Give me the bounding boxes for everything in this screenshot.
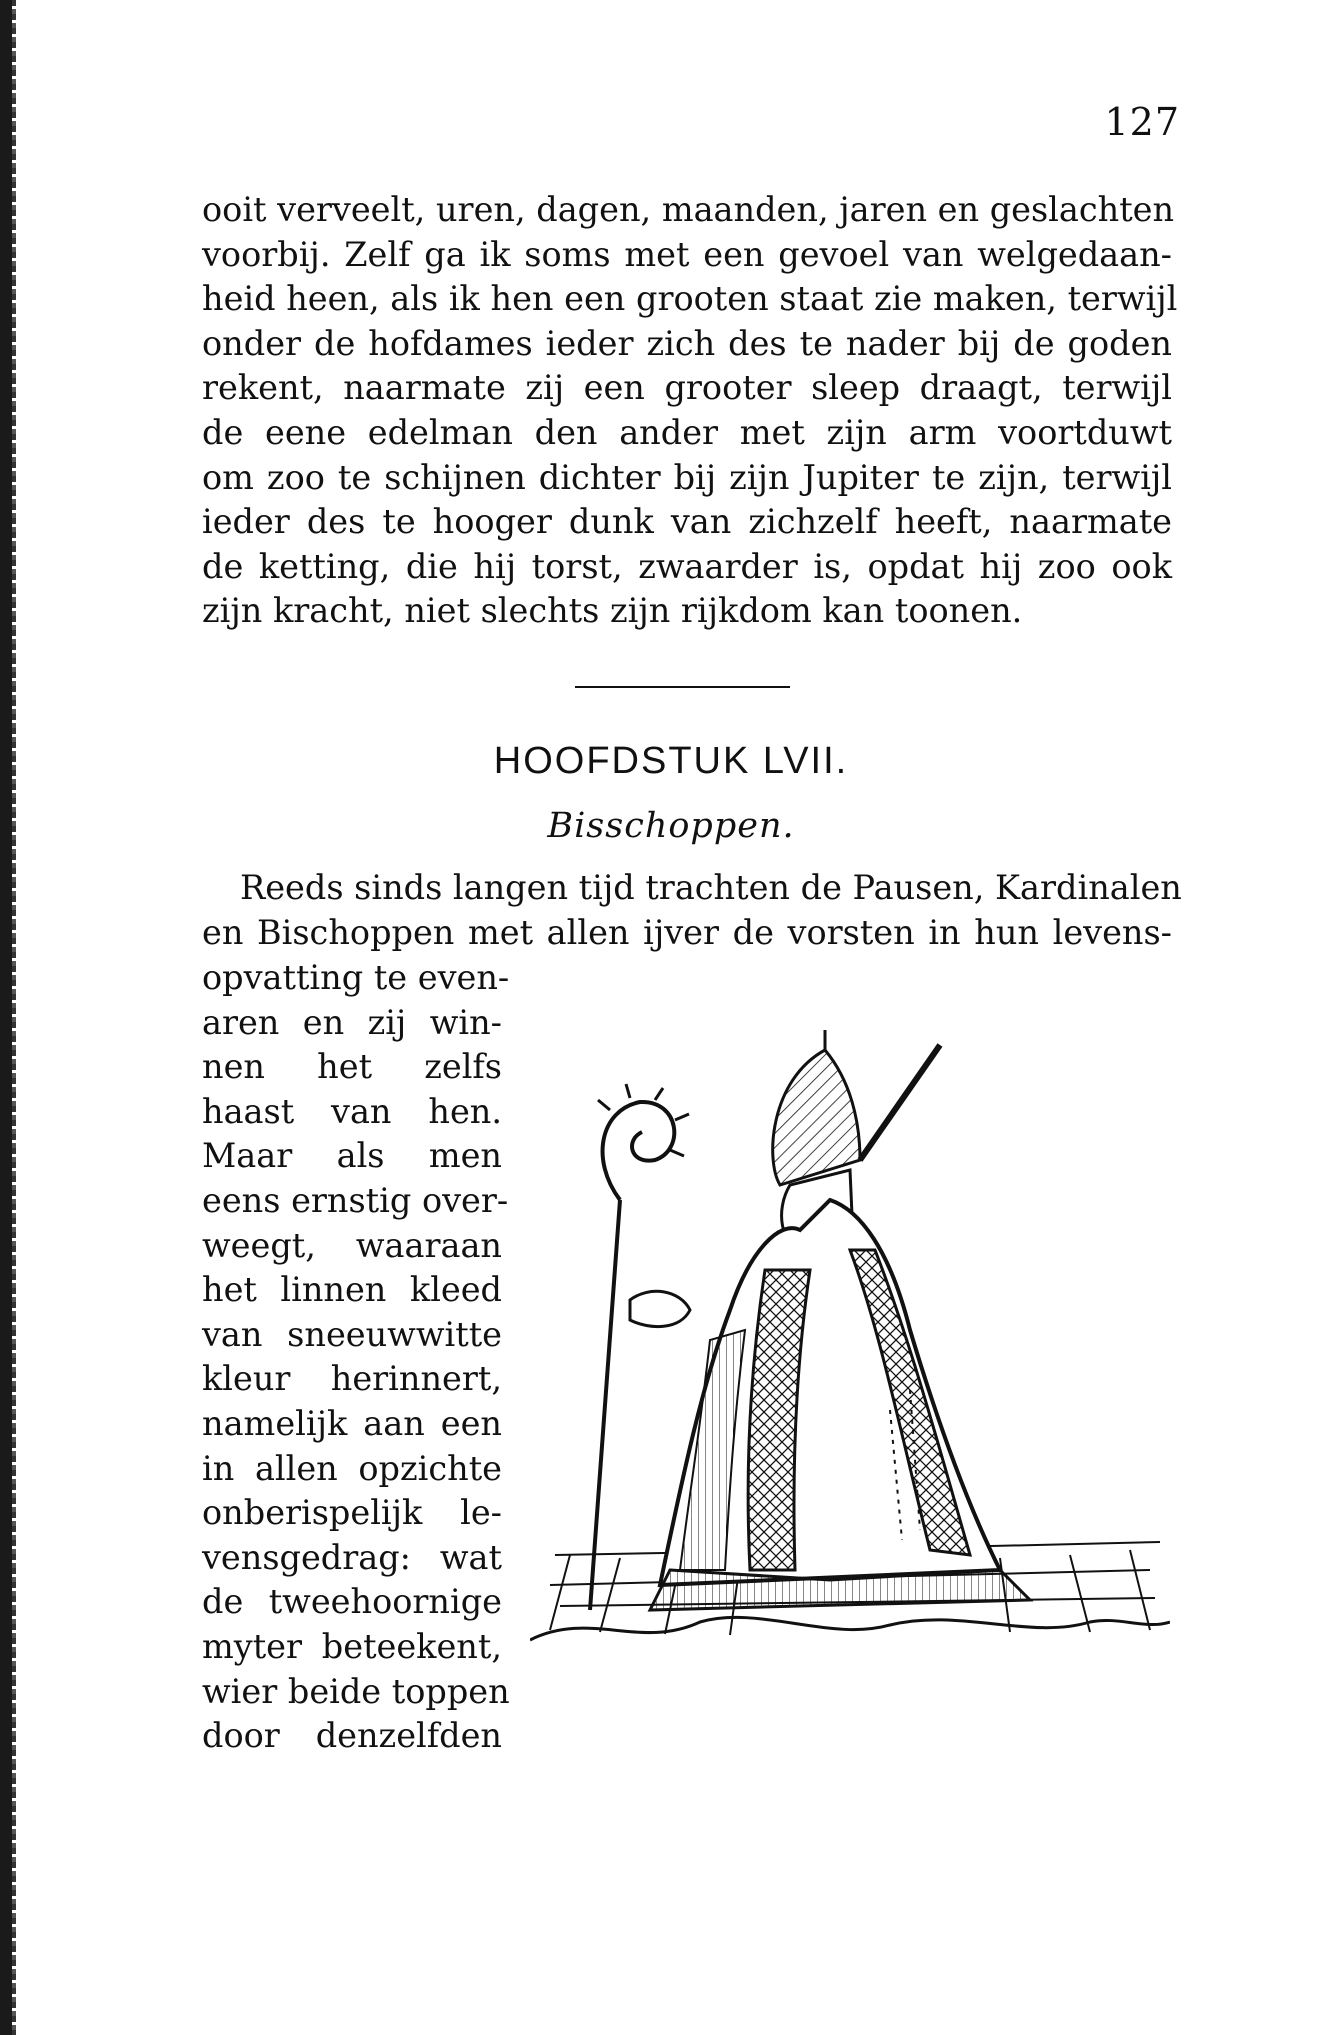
text-line: de eene edelman den ander met zijn arm voortduwt xyxy=(202,412,1172,452)
text-line: en Bischoppen met allen ijver de vorsten in hun levens- xyxy=(202,912,1172,952)
text-line: onder de hofdames ieder zich des te nader bij de goden xyxy=(202,323,1172,363)
text-line: nen het zelfs xyxy=(202,1047,502,1087)
text-line: voorbij. Zelf ga ik soms met een gevoel van welgedaan- xyxy=(202,234,1172,274)
paragraph-2 xyxy=(202,866,1182,955)
text-line: zijn kracht, niet slechts zijn rijkdom kan toonen. xyxy=(202,591,1023,631)
text-line: aren en zij win- xyxy=(202,1002,502,1042)
paragraph-2-wrapped-column xyxy=(202,956,510,1759)
text-line: namelijk aan een xyxy=(202,1403,502,1443)
text-line: vensgedrag: wat xyxy=(202,1537,502,1577)
text-line: in allen opzichte xyxy=(202,1448,502,1488)
text-line: ieder des te hooger dunk van zichzelf heeft, naarmate xyxy=(202,502,1172,542)
text-line: kleur herinnert, xyxy=(202,1359,502,1399)
chapter-title: HOOFDSTUK LVII. xyxy=(493,740,849,782)
text-line: het linnen kleed xyxy=(202,1270,502,1310)
text-line: weegt, waaraan xyxy=(202,1225,502,1265)
text-line: opvatting te even- xyxy=(202,958,510,997)
book-spine-shadow xyxy=(0,0,12,2035)
text-line: door denzelfden xyxy=(202,1716,502,1756)
text-line: heid heen, als ik hen een grooten staat zie maken, terwijl xyxy=(202,279,1178,319)
paragraph-1 xyxy=(202,188,1178,634)
text-line: myter beteekent, xyxy=(202,1626,502,1666)
text-line: wier beide toppen xyxy=(202,1671,510,1711)
bishop-woodcut-icon xyxy=(530,1010,1170,1650)
book-spine-edge xyxy=(12,0,16,2035)
bishop-illustration xyxy=(530,1010,1170,1650)
text-line: ooit verveelt, uren, dagen, maanden, jaren en geslachten xyxy=(202,190,1175,229)
chapter-subtitle: Bisschoppen. xyxy=(547,806,795,846)
text-line: rekent, naarmate zij een grooter sleep draagt, terwijl xyxy=(202,368,1172,408)
text-line: onberispelijk le- xyxy=(202,1493,502,1533)
section-divider xyxy=(575,686,790,688)
text-line: de tweehoornige xyxy=(202,1582,502,1622)
page-number: 127 xyxy=(1104,100,1180,144)
text-line: eens ernstig over- xyxy=(202,1180,509,1220)
text-line: haast van hen. xyxy=(202,1091,502,1131)
text-line: de ketting, die hij torst, zwaarder is, opdat hij zoo ook xyxy=(202,546,1172,586)
text-line: Reeds sinds langen tijd trachten de Pausen, Kardinalen xyxy=(240,868,1182,907)
text-line: van sneeuwwitte xyxy=(202,1314,502,1354)
text-line: Maar als men xyxy=(202,1136,502,1176)
text-line: om zoo te schijnen dichter bij zijn Jupiter te zijn, terwijl xyxy=(202,457,1172,497)
